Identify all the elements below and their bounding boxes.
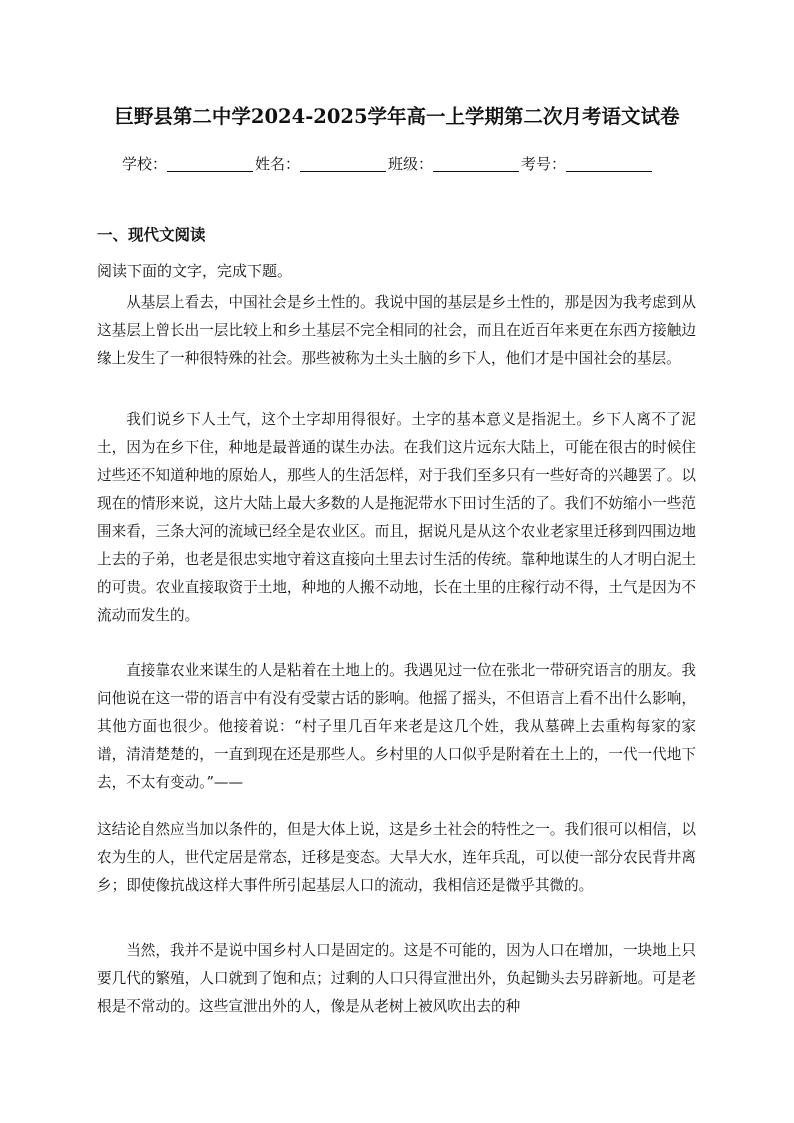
section-heading: 一、现代文阅读	[97, 226, 206, 244]
exam-number-blank	[566, 157, 652, 172]
school-label: 学校：	[122, 155, 168, 173]
passage-paragraph: 从基层上看去，中国社会是乡土性的。我说中国的基层是乡土性的，那是因为我考虑到从这基层上曾长出一层比较上和乡土基层不完全相同的社会，而且在近百年来更在东西方接触边缘上发生了一种很特殊的社会。那些被称为土头土脑的乡下人，他们才是中国社会的基层。	[97, 294, 696, 367]
school-blank	[167, 157, 253, 172]
name-label: 姓名：	[255, 155, 301, 173]
exam-number-label: 考号：	[521, 155, 567, 173]
student-info-line	[122, 153, 654, 174]
passage-paragraph: 直接靠农业来谋生的人是粘着在土地上的。我遇见过一位在张北一带研究语言的朋友。我问他说在这一带的语言中有没有受蒙古话的影响。他摇了摇头，不但语言上看不出什么影响，其他方面也很少。他接着说：“村子里几百年来老是这几个姓，我从墓碑上去重构每家的家谱，清清楚楚的，一直到现在还是那些人。乡村里的人口似乎是附着在土上的，一代一代地下去，不太有变动。”——	[97, 662, 696, 791]
passage-paragraph: 当然，我并不是说中国乡村人口是固定的。这是不可能的，因为人口在增加，一块地上只要几代的繁殖，人口就到了饱和点；过剩的人口只得宣泄出外，负起锄头去另辟新地。可是老根是不常动的。这些宣泄出外的人，像是从老树上被风吹出去的种	[97, 942, 696, 1015]
exam-title: 巨野县第二中学2024-2025学年高一上学期第二次月考语文试卷	[114, 105, 680, 128]
name-blank	[300, 157, 386, 172]
passage-paragraph: 这结论自然应当加以条件的，但是大体上说，这是乡土社会的特性之一。我们很可以相信，以农为生的人，世代定居是常态，迁移是变态。大旱大水，连年兵乱，可以使一部分农民背井离乡；即使像抗战这样大事件所引起基层人口的流动，我相信还是微乎其微的。	[97, 821, 696, 894]
class-label: 班级：	[388, 155, 434, 173]
reading-instruction: 阅读下面的文字，完成下题。	[97, 262, 293, 280]
class-blank	[433, 157, 519, 172]
passage-paragraph: 我们说乡下人土气，这个土字却用得很好。土字的基本意义是指泥土。乡下人离不了泥土，因为在乡下住，种地是最普通的谋生办法。在我们这片远东大陆上，可能在很古的时候住过些还不知道种地的原始人，那些人的生活怎样，对于我们至多只有一些好奇的兴趣罢了。以现在的情形来说，这片大陆上最大多数的人是拖泥带水下田讨生活的了。我们不妨缩小一些范围来看，三条大河的流域已经全是农业区。而且，据说凡是从这个农业老家里迁移到四围边地上去的子弟，也老是很忠实地守着这直接向土里去讨生活的传统。靠种地谋生的人才明白泥土的可贵。农业直接取资于土地，种地的人搬不动地，长在土里的庄稼行动不得，土气是因为不流动而发生的。	[97, 411, 696, 624]
